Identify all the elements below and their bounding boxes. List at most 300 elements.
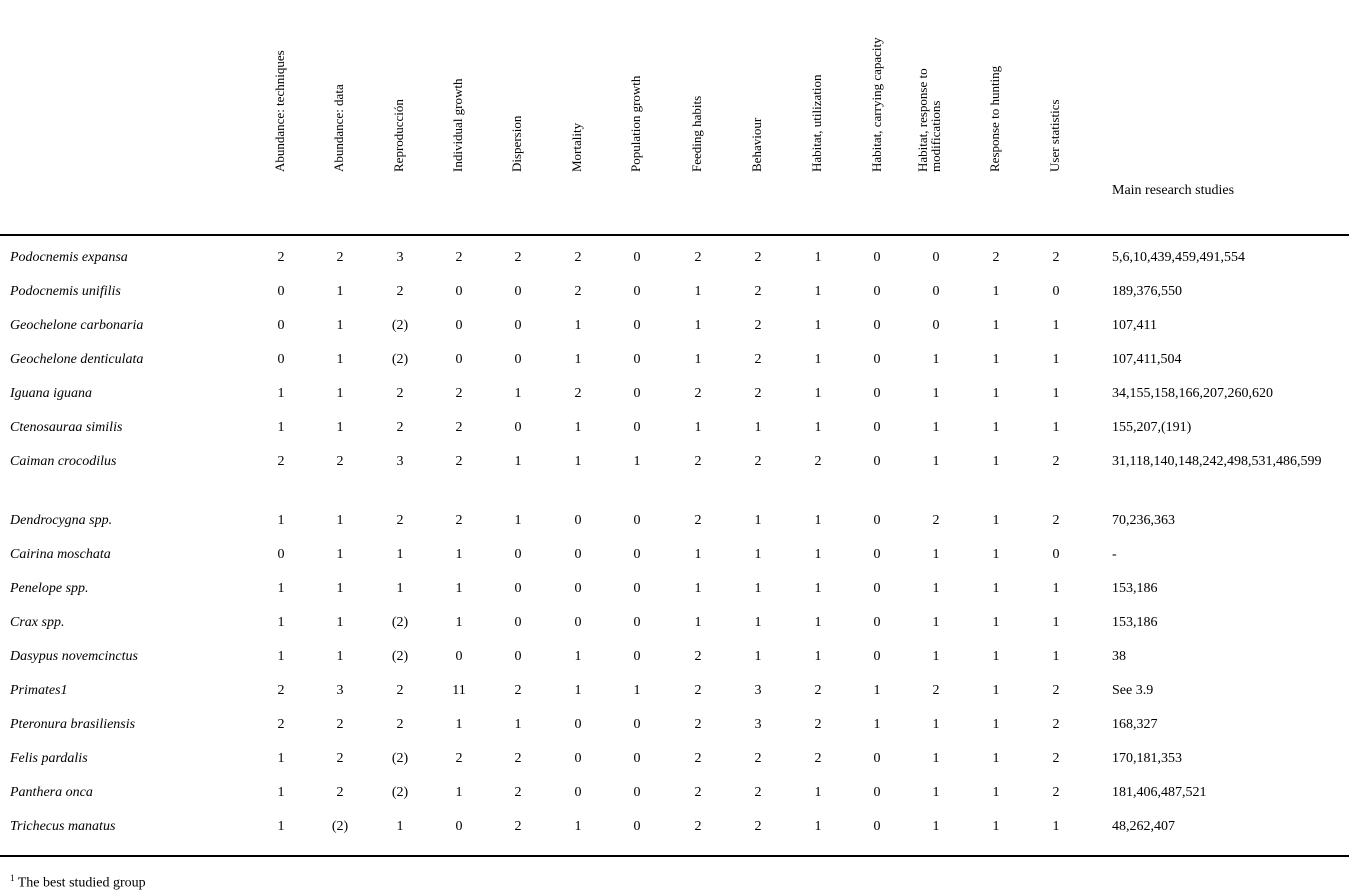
score-cell: (2) (331, 819, 349, 834)
score-cell: 1 (992, 615, 1000, 630)
score-cell: 2 (336, 785, 344, 800)
footnote-marker: 1 (10, 873, 15, 883)
score-cell: 0 (873, 386, 881, 401)
score-cell: 1 (574, 420, 582, 435)
score-cell: 0 (574, 717, 582, 732)
score-cell: 1 (932, 581, 940, 596)
score-cell: 1 (336, 581, 344, 596)
score-cell: 0 (277, 352, 285, 367)
species-name: Geochelone denticulata (10, 352, 144, 367)
score-cell: 0 (633, 649, 641, 664)
score-cell: 1 (814, 819, 822, 834)
score-cell: 2 (1052, 250, 1060, 265)
species-name: Geochelone carbonaria (10, 318, 144, 333)
main-research-studies-header: Main research studies (1112, 183, 1235, 198)
score-cell: 0 (873, 751, 881, 766)
table-row (0, 635, 1349, 665)
species-name: Panthera onca (10, 785, 93, 800)
score-cell: 2 (396, 717, 404, 732)
score-cell: 0 (633, 352, 641, 367)
score-cell: 1 (336, 318, 344, 333)
score-cell: 2 (754, 751, 762, 766)
score-cell: 2 (396, 683, 404, 698)
score-cell: 2 (455, 250, 463, 265)
score-cell: 2 (574, 250, 582, 265)
research-references: 189,376,550 (1112, 284, 1182, 299)
score-cell: 1 (992, 649, 1000, 664)
research-references: 181,406,487,521 (1112, 785, 1207, 800)
score-cell: 1 (814, 581, 822, 596)
species-name: Podocnemis unifilis (10, 284, 121, 299)
score-cell: 0 (514, 352, 522, 367)
score-cell: 1 (992, 785, 1000, 800)
table-row (0, 406, 1349, 436)
score-cell: 2 (396, 284, 404, 299)
score-cell: 2 (694, 785, 702, 800)
score-cell: 1 (574, 819, 582, 834)
score-cell: 1 (455, 717, 463, 732)
score-cell: 1 (992, 683, 1000, 698)
score-cell: 1 (932, 751, 940, 766)
score-cell: 2 (694, 649, 702, 664)
species-name: Podocnemis expansa (10, 250, 128, 265)
score-cell: 1 (277, 649, 285, 664)
score-cell: 0 (1052, 547, 1060, 562)
score-cell: 2 (694, 683, 702, 698)
score-cell: 1 (277, 581, 285, 596)
score-cell: 2 (455, 386, 463, 401)
score-cell: 1 (574, 683, 582, 698)
score-cell: 1 (814, 547, 822, 562)
score-cell: (2) (391, 649, 409, 664)
score-cell: 0 (873, 352, 881, 367)
score-cell: 2 (754, 454, 762, 469)
score-cell: 0 (932, 250, 940, 265)
score-cell: 2 (992, 250, 1000, 265)
species-name: Penelope spp. (10, 581, 89, 596)
score-cell: 2 (574, 386, 582, 401)
table-row (0, 499, 1349, 529)
score-cell: 1 (694, 547, 702, 562)
score-cell: 1 (277, 513, 285, 528)
species-name: Pteronura brasiliensis (10, 717, 136, 732)
research-references: 48,262,407 (1112, 819, 1175, 834)
score-cell: 2 (455, 513, 463, 528)
species-name: Felis pardalis (10, 751, 88, 766)
table-row (0, 771, 1349, 801)
research-references: 155,207,(191) (1112, 420, 1192, 435)
score-cell: 1 (633, 683, 641, 698)
score-cell: 2 (455, 454, 463, 469)
score-cell: 1 (694, 420, 702, 435)
score-cell: (2) (391, 785, 409, 800)
score-cell: 1 (1052, 819, 1060, 834)
score-cell: 0 (455, 649, 463, 664)
score-cell: (2) (391, 318, 409, 333)
score-cell: 1 (814, 785, 822, 800)
score-cell: 0 (873, 615, 881, 630)
column-header-reproduccion: Reproducción (391, 99, 406, 172)
score-cell: 0 (277, 284, 285, 299)
score-cell: 0 (873, 819, 881, 834)
score-cell: 2 (336, 250, 344, 265)
score-cell: 1 (1052, 649, 1060, 664)
research-references: 170,181,353 (1112, 751, 1182, 766)
column-header-population-growth: Population growth (628, 75, 643, 172)
score-cell: 2 (754, 352, 762, 367)
score-cell: 1 (814, 615, 822, 630)
research-references: 107,411 (1112, 318, 1157, 333)
score-cell: 1 (336, 420, 344, 435)
score-cell: 1 (992, 581, 1000, 596)
score-cell: 1 (336, 513, 344, 528)
score-cell: 1 (336, 352, 344, 367)
table-row (0, 372, 1349, 402)
score-cell: 2 (754, 250, 762, 265)
score-cell: 2 (574, 284, 582, 299)
score-cell: 0 (633, 785, 641, 800)
research-references: 5,6,10,439,459,491,554 (1112, 250, 1245, 265)
score-cell: 0 (873, 649, 881, 664)
score-cell: 0 (574, 513, 582, 528)
table-row (0, 567, 1349, 597)
score-cell: 1 (277, 420, 285, 435)
score-cell: 1 (514, 513, 522, 528)
score-cell: 1 (694, 284, 702, 299)
column-header-behaviour: Behaviour (749, 117, 764, 172)
score-cell: 1 (336, 615, 344, 630)
score-cell: 1 (992, 751, 1000, 766)
score-cell: 2 (754, 819, 762, 834)
score-cell: 1 (992, 547, 1000, 562)
species-name: Primates1 (10, 683, 68, 698)
score-cell: 0 (633, 513, 641, 528)
score-cell: 0 (514, 284, 522, 299)
score-cell: 2 (1052, 513, 1060, 528)
score-cell: 1 (932, 420, 940, 435)
score-cell: 2 (694, 386, 702, 401)
score-cell: 1 (814, 318, 822, 333)
table-row (0, 669, 1349, 699)
score-cell: 0 (873, 420, 881, 435)
score-cell: 1 (932, 649, 940, 664)
score-cell: 2 (814, 751, 822, 766)
score-cell: 2 (694, 751, 702, 766)
score-cell: 2 (277, 454, 285, 469)
score-cell: 0 (574, 581, 582, 596)
score-cell: 0 (873, 513, 881, 528)
score-cell: 1 (455, 547, 463, 562)
species-name: Ctenosauraa similis (10, 420, 123, 435)
score-cell: 0 (633, 284, 641, 299)
column-header-dispersion: Dispersion (509, 115, 524, 172)
score-cell: 1 (754, 420, 762, 435)
score-cell: (2) (391, 751, 409, 766)
score-cell: 0 (932, 318, 940, 333)
column-header-user-statistics: User statistics (1047, 99, 1062, 172)
score-cell: 3 (396, 250, 404, 265)
score-cell: 1 (814, 386, 822, 401)
score-cell: 1 (814, 513, 822, 528)
score-cell: 1 (396, 547, 404, 562)
species-name: Dasypus novemcinctus (10, 649, 138, 664)
score-cell: 0 (455, 284, 463, 299)
table-row (0, 236, 1349, 266)
score-cell: 0 (1052, 284, 1060, 299)
score-cell: 1 (754, 649, 762, 664)
score-cell: 0 (514, 581, 522, 596)
score-cell: 1 (814, 284, 822, 299)
score-cell: 2 (932, 683, 940, 698)
score-cell: 2 (396, 513, 404, 528)
score-cell: 1 (932, 547, 940, 562)
column-header-abundance-techniques: Abundance: techniques (272, 50, 287, 172)
score-cell: 0 (514, 615, 522, 630)
species-name: Cairina moschata (10, 547, 111, 562)
table-row (0, 805, 1349, 835)
score-cell: 1 (932, 717, 940, 732)
score-cell: 3 (754, 683, 762, 698)
score-cell: 1 (694, 615, 702, 630)
score-cell: 2 (396, 420, 404, 435)
score-cell: 1 (396, 581, 404, 596)
table-row (0, 533, 1349, 563)
score-cell: 2 (455, 420, 463, 435)
score-cell: 1 (455, 581, 463, 596)
table-row (0, 703, 1349, 733)
score-cell: 0 (574, 785, 582, 800)
species-name: Iguana iguana (10, 386, 93, 401)
score-cell: 0 (514, 547, 522, 562)
score-cell: 1 (514, 454, 522, 469)
score-cell: 2 (814, 454, 822, 469)
score-cell: 1 (992, 386, 1000, 401)
score-cell: 1 (992, 352, 1000, 367)
score-cell: 2 (336, 717, 344, 732)
score-cell: 1 (1052, 581, 1060, 596)
score-cell: 1 (694, 352, 702, 367)
score-cell: 0 (277, 318, 285, 333)
score-cell: 1 (574, 352, 582, 367)
score-cell: 1 (336, 649, 344, 664)
score-cell: 0 (633, 386, 641, 401)
score-cell: 3 (396, 454, 404, 469)
research-references: 153,186 (1112, 615, 1158, 630)
column-header-individual-growth: Individual growth (450, 78, 465, 172)
score-cell: 2 (1052, 717, 1060, 732)
score-cell: 1 (336, 284, 344, 299)
score-cell: 2 (754, 386, 762, 401)
score-cell: 0 (633, 581, 641, 596)
score-cell: 1 (633, 454, 641, 469)
score-cell: 0 (633, 717, 641, 732)
score-cell: 1 (814, 250, 822, 265)
score-cell: 2 (1052, 751, 1060, 766)
column-header-mortality: Mortality (569, 122, 584, 172)
score-cell: 2 (932, 513, 940, 528)
score-cell: 0 (514, 318, 522, 333)
score-cell: 2 (336, 751, 344, 766)
score-cell: 1 (694, 581, 702, 596)
score-cell: 1 (514, 386, 522, 401)
score-cell: 1 (873, 717, 881, 732)
score-cell: 1 (396, 819, 404, 834)
score-cell: 0 (455, 352, 463, 367)
score-cell: 2 (336, 454, 344, 469)
table-row (0, 270, 1349, 300)
score-cell: 0 (574, 751, 582, 766)
score-cell: 3 (754, 717, 762, 732)
score-cell: (2) (391, 615, 409, 630)
score-cell: 1 (694, 318, 702, 333)
score-cell: 2 (814, 683, 822, 698)
table-row (0, 440, 1349, 470)
score-cell: 2 (694, 454, 702, 469)
score-cell: 1 (754, 547, 762, 562)
score-cell: 1 (932, 785, 940, 800)
research-references: See 3.9 (1112, 683, 1154, 698)
species-name: Trichecus manatus (10, 819, 116, 834)
score-cell: 2 (277, 717, 285, 732)
score-cell: (2) (391, 352, 409, 367)
score-cell: 0 (873, 454, 881, 469)
score-cell: 0 (873, 250, 881, 265)
score-cell: 2 (814, 717, 822, 732)
score-cell: 0 (514, 420, 522, 435)
score-cell: 1 (932, 386, 940, 401)
score-cell: 0 (633, 250, 641, 265)
score-cell: 0 (514, 649, 522, 664)
species-name: Dendrocygna spp. (10, 513, 113, 528)
table-row (0, 338, 1349, 368)
score-cell: 1 (277, 751, 285, 766)
score-cell: 3 (336, 683, 344, 698)
score-cell: 2 (514, 250, 522, 265)
score-cell: 1 (932, 352, 940, 367)
score-cell: 1 (1052, 318, 1060, 333)
score-cell: 1 (336, 547, 344, 562)
score-cell: 1 (1052, 615, 1060, 630)
score-cell: 2 (754, 785, 762, 800)
research-references: 70,236,363 (1112, 513, 1175, 528)
score-cell: 2 (514, 819, 522, 834)
score-cell: 0 (633, 751, 641, 766)
score-cell: 1 (514, 717, 522, 732)
score-cell: 1 (873, 683, 881, 698)
research-references: 38 (1112, 649, 1126, 664)
research-references: 168,327 (1112, 717, 1158, 732)
footer-rule (0, 855, 1349, 857)
table-row (0, 304, 1349, 334)
score-cell: 1 (932, 454, 940, 469)
score-cell: 1 (932, 819, 940, 834)
score-cell: 2 (694, 250, 702, 265)
research-references: 31,118,140,148,242,498,531,486,599 (1112, 454, 1322, 469)
score-cell: 2 (694, 513, 702, 528)
score-cell: 1 (574, 318, 582, 333)
table-row (0, 601, 1349, 631)
score-cell: 2 (514, 683, 522, 698)
species-name: Caiman crocodilus (10, 454, 117, 469)
column-header-response-hunting: Response to hunting (987, 65, 1002, 172)
score-cell: 1 (455, 785, 463, 800)
score-cell: 2 (455, 751, 463, 766)
score-cell: 0 (633, 420, 641, 435)
score-cell: 2 (754, 318, 762, 333)
score-cell: 1 (277, 386, 285, 401)
score-cell: 1 (277, 615, 285, 630)
score-cell: 0 (873, 284, 881, 299)
column-header-habitat-utilization: Habitat, utilization (809, 74, 824, 172)
score-cell: 0 (932, 284, 940, 299)
score-cell: 1 (1052, 420, 1060, 435)
score-cell: 2 (277, 683, 285, 698)
score-cell: 0 (633, 318, 641, 333)
score-cell: 0 (633, 819, 641, 834)
research-references: - (1112, 547, 1117, 562)
column-header-feeding-habits: Feeding habits (689, 95, 704, 172)
score-cell: 1 (1052, 386, 1060, 401)
score-cell: 0 (574, 547, 582, 562)
species-name: Crax spp. (10, 615, 65, 630)
score-cell: 2 (1052, 454, 1060, 469)
score-cell: 2 (694, 819, 702, 834)
score-cell: 1 (992, 420, 1000, 435)
column-header-habitat-carrying-capacity: Habitat, carrying capacity (869, 37, 884, 172)
score-cell: 0 (455, 318, 463, 333)
score-cell: 11 (452, 683, 466, 698)
score-cell: 1 (992, 318, 1000, 333)
score-cell: 2 (514, 751, 522, 766)
research-references: 34,155,158,166,207,260,620 (1112, 386, 1273, 401)
score-cell: 1 (574, 454, 582, 469)
score-cell: 0 (873, 318, 881, 333)
score-cell: 1 (754, 513, 762, 528)
score-cell: 1 (277, 785, 285, 800)
score-cell: 1 (992, 513, 1000, 528)
column-header-habitat-response-modifications: Habitat, response to modifications (915, 68, 943, 172)
research-references: 107,411,504 (1112, 352, 1182, 367)
score-cell: 0 (873, 785, 881, 800)
score-cell: 0 (873, 547, 881, 562)
score-cell: 1 (992, 717, 1000, 732)
score-cell: 2 (514, 785, 522, 800)
research-references: 153,186 (1112, 581, 1158, 596)
score-cell: 1 (574, 649, 582, 664)
score-cell: 2 (396, 386, 404, 401)
score-cell: 1 (754, 615, 762, 630)
score-cell: 2 (694, 717, 702, 732)
score-cell: 1 (992, 284, 1000, 299)
footnote (10, 873, 146, 892)
score-cell: 1 (1052, 352, 1060, 367)
score-cell: 1 (992, 819, 1000, 834)
score-cell: 0 (455, 819, 463, 834)
score-cell: 0 (277, 547, 285, 562)
score-cell: 1 (455, 615, 463, 630)
score-cell: 0 (633, 547, 641, 562)
score-cell: 1 (932, 615, 940, 630)
score-cell: 1 (814, 420, 822, 435)
score-cell: 0 (633, 615, 641, 630)
column-header-abundance-data: Abundance: data (331, 84, 346, 172)
table-row (0, 737, 1349, 767)
score-cell: 1 (754, 581, 762, 596)
score-cell: 0 (574, 615, 582, 630)
footnote-text: The best studied group (17, 875, 146, 891)
score-cell: 2 (754, 284, 762, 299)
score-cell: 2 (277, 250, 285, 265)
